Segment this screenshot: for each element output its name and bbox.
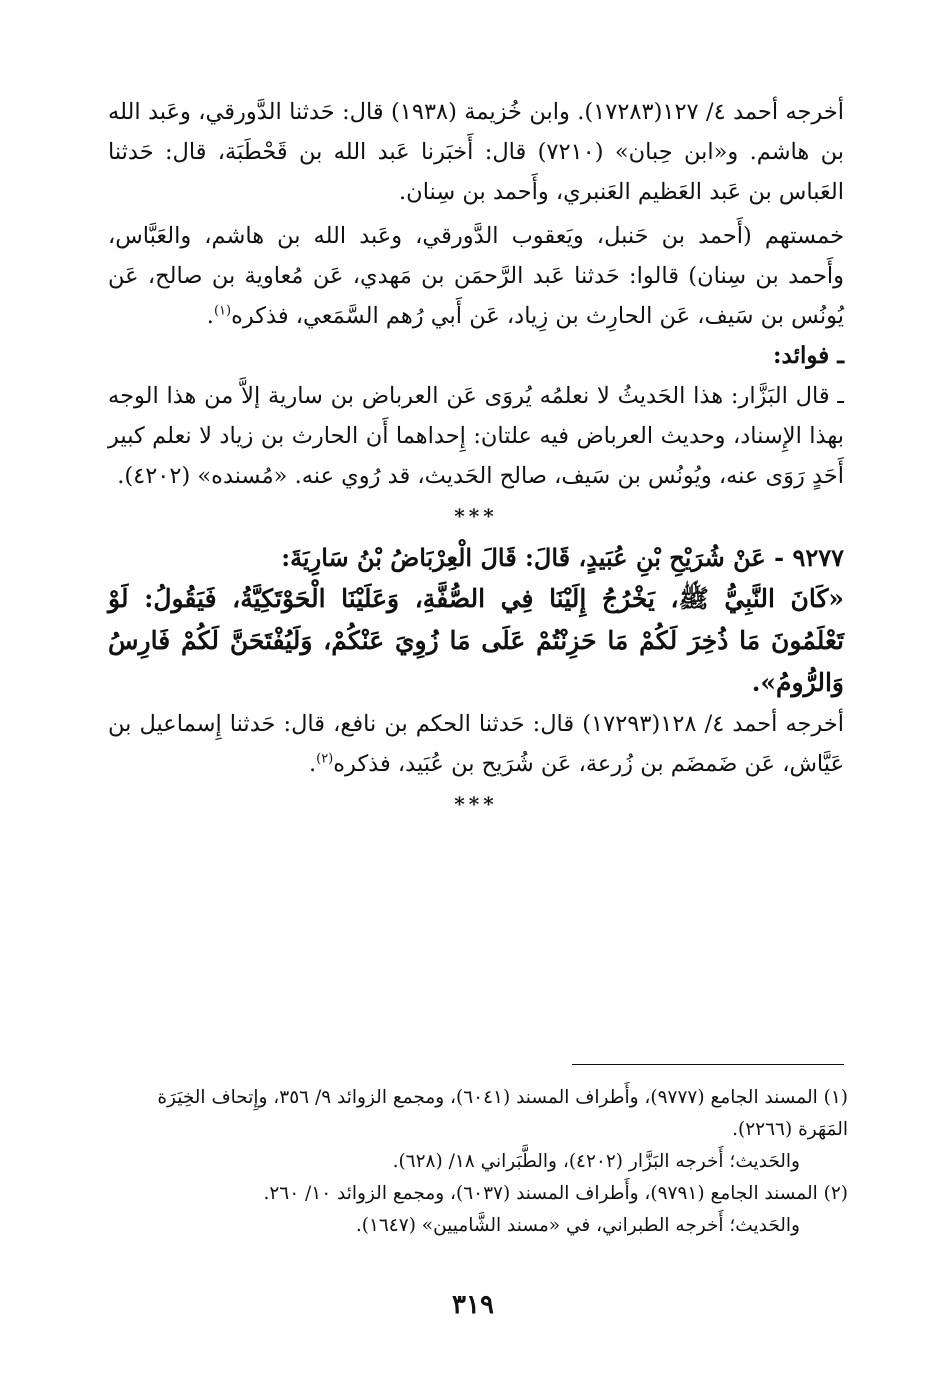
- footnotes: [108, 1082, 848, 1242]
- footnote-1-continuation: والحَديث؛ أَخرجه البَزَّار (٤٢٠٢)، والطَّبَراني ١٨/ (٦٢٨).: [392, 1151, 800, 1172]
- page-number: ٣١٩: [452, 1290, 494, 1320]
- footnote-ref-1[interactable]: (١): [213, 303, 232, 319]
- hadith-number: ٩٢٧٧ -: [774, 543, 844, 572]
- section-separator-2: ***: [454, 792, 498, 816]
- section-separator: ***: [454, 504, 498, 528]
- hadith-text: «كَانَ النَّبِيُّ ﷺ، يَخْرُجُ إِلَيْنَا فِي الصُّفَّةِ، وَعَلَيْنَا الْحَوْتَكِيَّةُ، فَيَقُولُ: لَوْ تَعْلَمُونَ مَا ذُخِرَ لَكُمْ مَا حَزِنْتُمْ عَلَى مَا زُوِيَ عَنْكُمْ، وَلَيُفْتَحَنَّ لَكُمْ فَارِسُ وَالرُّومُ».: [108, 584, 844, 697]
- takhrij-paragraph-1: أخرجه أحمد ٤/ ١٢٧(١٧٢٨٣). وابن خُزيمة (١٩٣٨) قال: حَدثنا الدَّورقي، وعَبد الله بن هاشم. و«ابن حِبان» (٧٢١٠) قال: أَخبَرنا عَبد الله بن قَحْطَبَة، قال: حَدثنا العَباس بن عَبد العَظيم العَنبري، وأَحمد بن سِنان.: [108, 99, 845, 205]
- takhrij-paragraph-2: [108, 704, 844, 784]
- footnote-2: (٢) المسند الجامع (٩٧٩١)، وأَطراف المسند (٦٠٣٧)، ومجمع الزوائد ١٠/ ٢٦٠.: [263, 1183, 848, 1204]
- footnote-ref-2[interactable]: (٢): [316, 751, 334, 767]
- main-text: [108, 92, 844, 824]
- footnote-2-continuation: والحَديث؛ أَخرجه الطبراني، في «مسند الشَّاميين» (١٦٤٧).: [355, 1215, 800, 1236]
- hadith-heading: [108, 538, 844, 578]
- hadith-isnad: عَنْ شُرَيْحِ بْنِ عُبَيدٍ، قَالَ: قَالَ الْعِرْبَاضُ بْنُ سَارِيَةَ:: [281, 543, 766, 572]
- footnote-1: (١) المسند الجامع (٩٧٧٧)، وأَطراف المسند (٦٠٤١)، ومجمع الزوائد ٩/ ٣٥٦، وإِتحاف الخِيَرَة المَهَرة (٢٢٦٦).: [157, 1087, 848, 1140]
- takhrij-2-end: .: [308, 751, 317, 777]
- chain-text: خمستهم (أَحمد بن حَنبل، ويَعقوب الدَّورقي، وعَبد الله بن هاشم، والعَبَّاس، وأَحمد بن سِنان) قالوا: حَدثنا عَبد الرَّحمَن بن مَهدي، عَن مُعاوية بن صالح، عَن يُونُس بن سَيف، عَن الحارِث بن زِياد، عَن أَبي رُهم السَّمَعي، فذكره: [108, 223, 844, 329]
- chain-end: .: [206, 303, 214, 329]
- bazzar-paragraph: ـ قال البَزَّار: هذا الحَديثُ لا نعلمُه يُروَى عَن العرباض بن سارية إلاَّ من هذا الوجه بهذا الإِسناد، وحديث العرباض فيه علتان: إِحداهما أَن الحارث بن زياد لا نعلم كبير أَحَدٍ رَوَى عنه، ويُونُس بن سَيف، صالح الحَديث، قد رُوي عنه. «مُسنده» (٤٢٠٢).: [108, 383, 844, 489]
- takhrij-2-text: أخرجه أحمد ٤/ ١٢٨(١٧٢٩٣) قال: حَدثنا الحكم بن نافع، قال: حَدثنا إِسماعيل بن عَيَّاش، عَن ضَمضَم بن زُرعة، عَن شُرَيح بن عُبَيد، فذكره: [108, 711, 844, 777]
- footnote-divider: [572, 1064, 844, 1065]
- chain-paragraph: [108, 216, 844, 336]
- fawaid-heading: ـ فوائد:: [773, 342, 844, 369]
